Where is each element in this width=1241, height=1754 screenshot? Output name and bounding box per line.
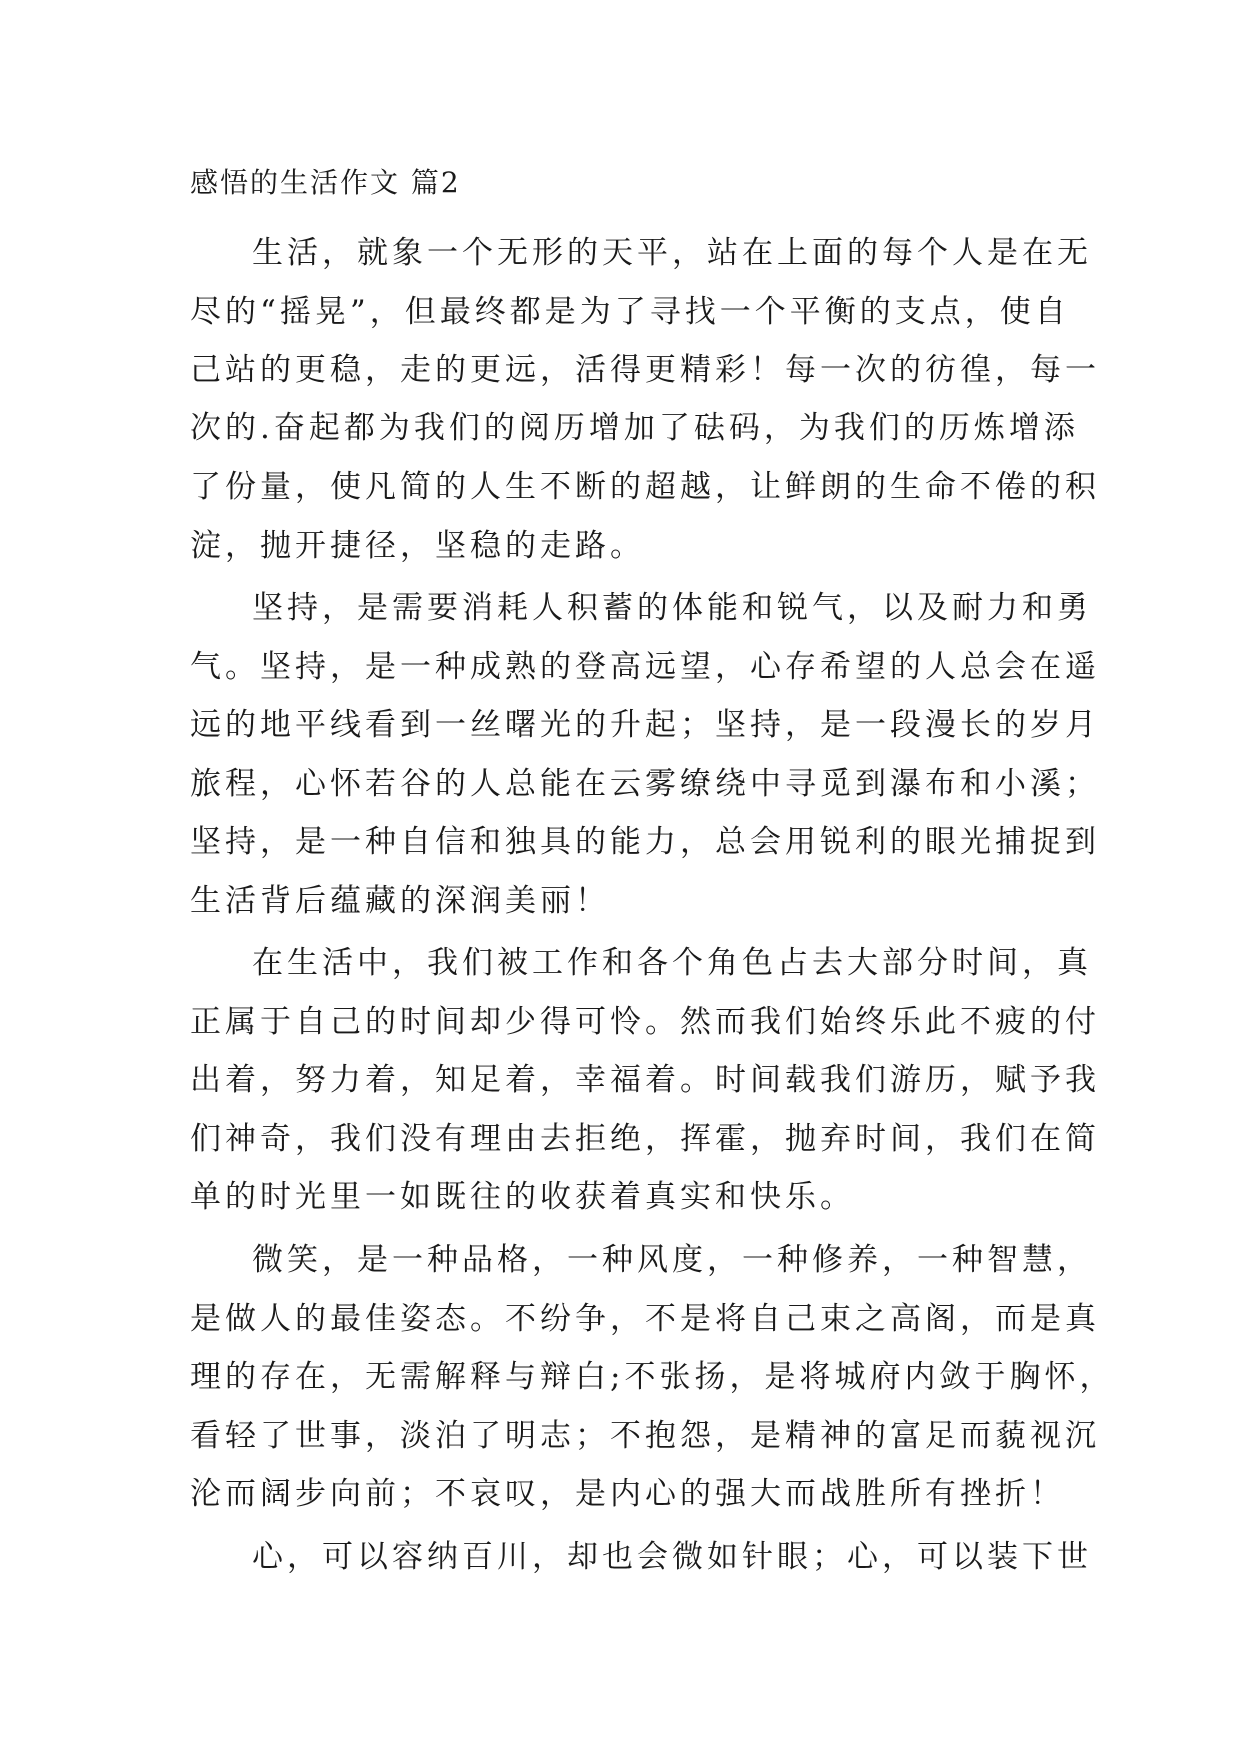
document-title: 感悟的生活作文 篇2 — [190, 166, 461, 199]
paragraph-2-line-6: 生活背后蕴藏的深润美丽！ — [190, 883, 610, 919]
paragraph-5-line-1: 心，可以容纳百川，却也会微如针眼；心，可以装下世 — [252, 1539, 1092, 1575]
paragraph-3-line-5: 单的时光里一如既往的收获着真实和快乐。 — [190, 1179, 855, 1215]
paragraph-3-line-2: 正属于自己的时间却少得可怜。然而我们始终乐此不疲的付 — [190, 1004, 1100, 1040]
paragraph-4-line-2: 是做人的最佳姿态。不纷争，不是将自己束之高阁，而是真 — [190, 1301, 1100, 1337]
paragraph-4-line-3: 理的存在，无需解释与辩白;不张扬，是将城府内敛于胸怀， — [190, 1359, 1115, 1395]
paragraph-1-line-5: 了份量，使凡简的人生不断的超越，让鲜朗的生命不倦的积 — [190, 469, 1100, 505]
paragraph-3-line-3: 出着，努力着，知足着，幸福着。时间载我们游历，赋予我 — [190, 1062, 1100, 1098]
paragraph-1-line-4: 次的.奋起都为我们的阅历增加了砝码，为我们的历炼增添 — [190, 410, 1079, 446]
paragraph-3-line-4: 们神奇，我们没有理由去拒绝，挥霍，抛弃时间，我们在简 — [190, 1121, 1100, 1157]
paragraph-2-line-2: 气。坚持，是一种成熟的登高远望，心存希望的人总会在遥 — [190, 649, 1100, 685]
paragraph-2-line-5: 坚持，是一种自信和独具的能力，总会用锐利的眼光捕捉到 — [190, 824, 1100, 860]
paragraph-1-line-6: 淀，抛开捷径，坚稳的走路。 — [190, 528, 645, 564]
paragraph-1-line-2: 尽的“摇晃”，但最终都是为了寻找一个平衡的支点，使自 — [190, 294, 1070, 330]
paragraph-1-line-3: 己站的更稳，走的更远，活得更精彩！每一次的彷徨，每一 — [190, 352, 1100, 388]
paragraph-4-line-5: 沦而阔步向前；不哀叹，是内心的强大而战胜所有挫折！ — [190, 1476, 1065, 1512]
paragraph-1-line-1: 生活，就象一个无形的天平，站在上面的每个人是在无 — [252, 235, 1092, 271]
paragraph-4-line-4: 看轻了世事，淡泊了明志；不抱怨，是精神的富足而藐视沉 — [190, 1418, 1100, 1454]
paragraph-4-line-1: 微笑，是一种品格，一种风度，一种修养，一种智慧， — [252, 1242, 1092, 1278]
paragraph-3-line-1: 在生活中，我们被工作和各个角色占去大部分时间，真 — [252, 945, 1092, 981]
paragraph-2-line-3: 远的地平线看到一丝曙光的升起；坚持，是一段漫长的岁月 — [190, 707, 1100, 743]
paragraph-2-line-4: 旅程，心怀若谷的人总能在云雾缭绕中寻觅到瀑布和小溪； — [190, 766, 1100, 802]
paragraph-2-line-1: 坚持，是需要消耗人积蓄的体能和锐气，以及耐力和勇 — [252, 590, 1092, 626]
